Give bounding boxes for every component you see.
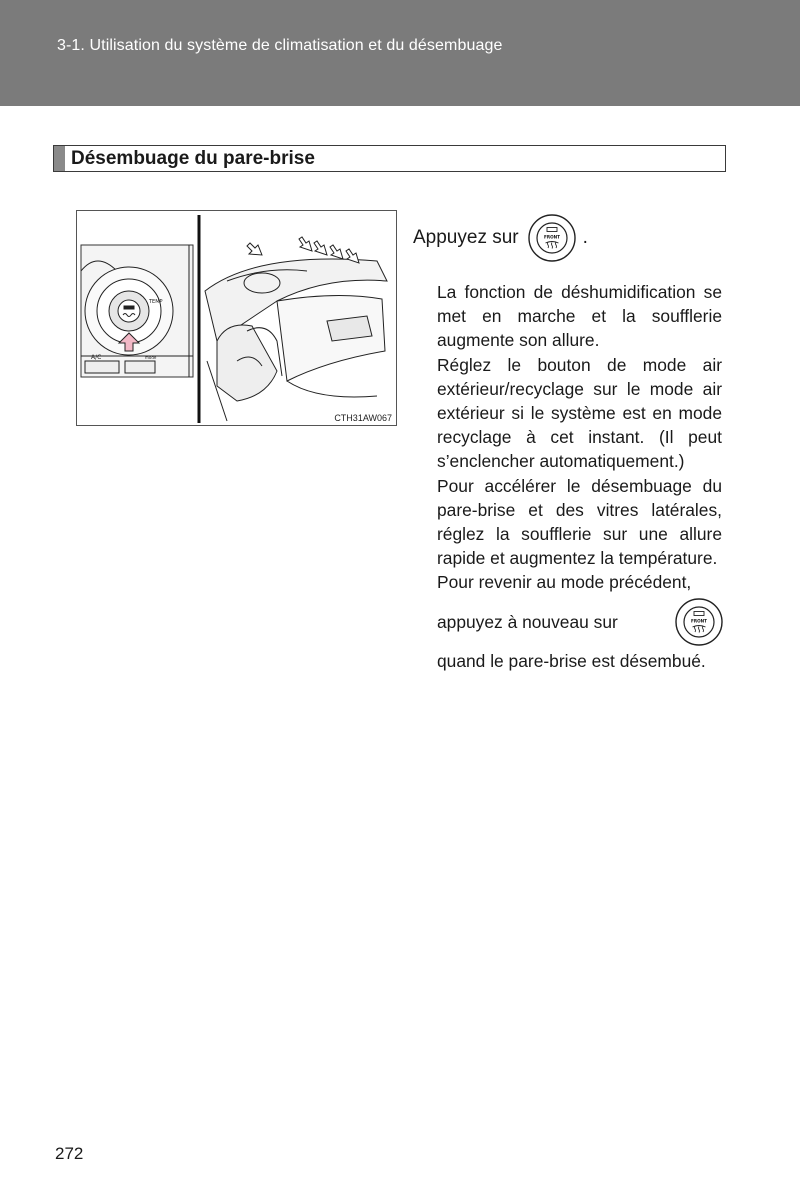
paragraph-return: Pour revenir au mode précédent, bbox=[437, 572, 692, 593]
paragraph-closing: quand le pare-brise est désembué. bbox=[437, 650, 706, 671]
instruction-lead bbox=[413, 212, 588, 264]
lead-period: . bbox=[582, 227, 588, 248]
instruction-body bbox=[437, 280, 722, 673]
ac-label: A/C bbox=[91, 354, 102, 361]
paragraph-dehumidify: La fonction de déshumidification se met en marche et la soufflerie augmente son allure. bbox=[437, 282, 722, 351]
chapter-title: 3-1. Utilisation du système de climatisation et du désembuage bbox=[57, 37, 503, 54]
lead-text: Appuyez sur bbox=[413, 227, 519, 248]
section-title: Désembuage du pare-brise bbox=[71, 148, 315, 169]
paragraph-speed-up: Pour accélérer le désembuage du pare-brise et des vitres latérales, réglez la soufflerie sur une allure rapide et augmentez la température. bbox=[437, 475, 722, 569]
front-label: FRONT bbox=[690, 618, 708, 624]
page-number: 272 bbox=[55, 1144, 84, 1163]
temp-label: TEMP bbox=[149, 299, 163, 305]
paragraph-air-mode: Réglez le bouton de mode air extérieur/recyclage sur le mode air extérieur si le système est en mode recyclage à cet instant. (Il peut s’enclencher automatiquement.) bbox=[437, 354, 722, 472]
section-heading-bar bbox=[54, 146, 65, 171]
figure-code: CTH31AW067 bbox=[334, 413, 392, 423]
front-defroster-icon bbox=[674, 597, 724, 647]
press-again-row bbox=[437, 597, 722, 647]
press-again-text: appuyez à nouveau sur bbox=[437, 611, 618, 632]
front-label: FRONT bbox=[543, 234, 560, 240]
header-band bbox=[0, 0, 800, 106]
defroster-illustration bbox=[77, 211, 396, 425]
mode-label: mode bbox=[145, 355, 157, 360]
airflow-arrows-icon bbox=[247, 237, 359, 263]
illustration-figure bbox=[76, 210, 397, 426]
section-heading bbox=[53, 145, 726, 172]
car-interior-illustration bbox=[205, 259, 387, 421]
front-defroster-icon bbox=[527, 213, 577, 263]
